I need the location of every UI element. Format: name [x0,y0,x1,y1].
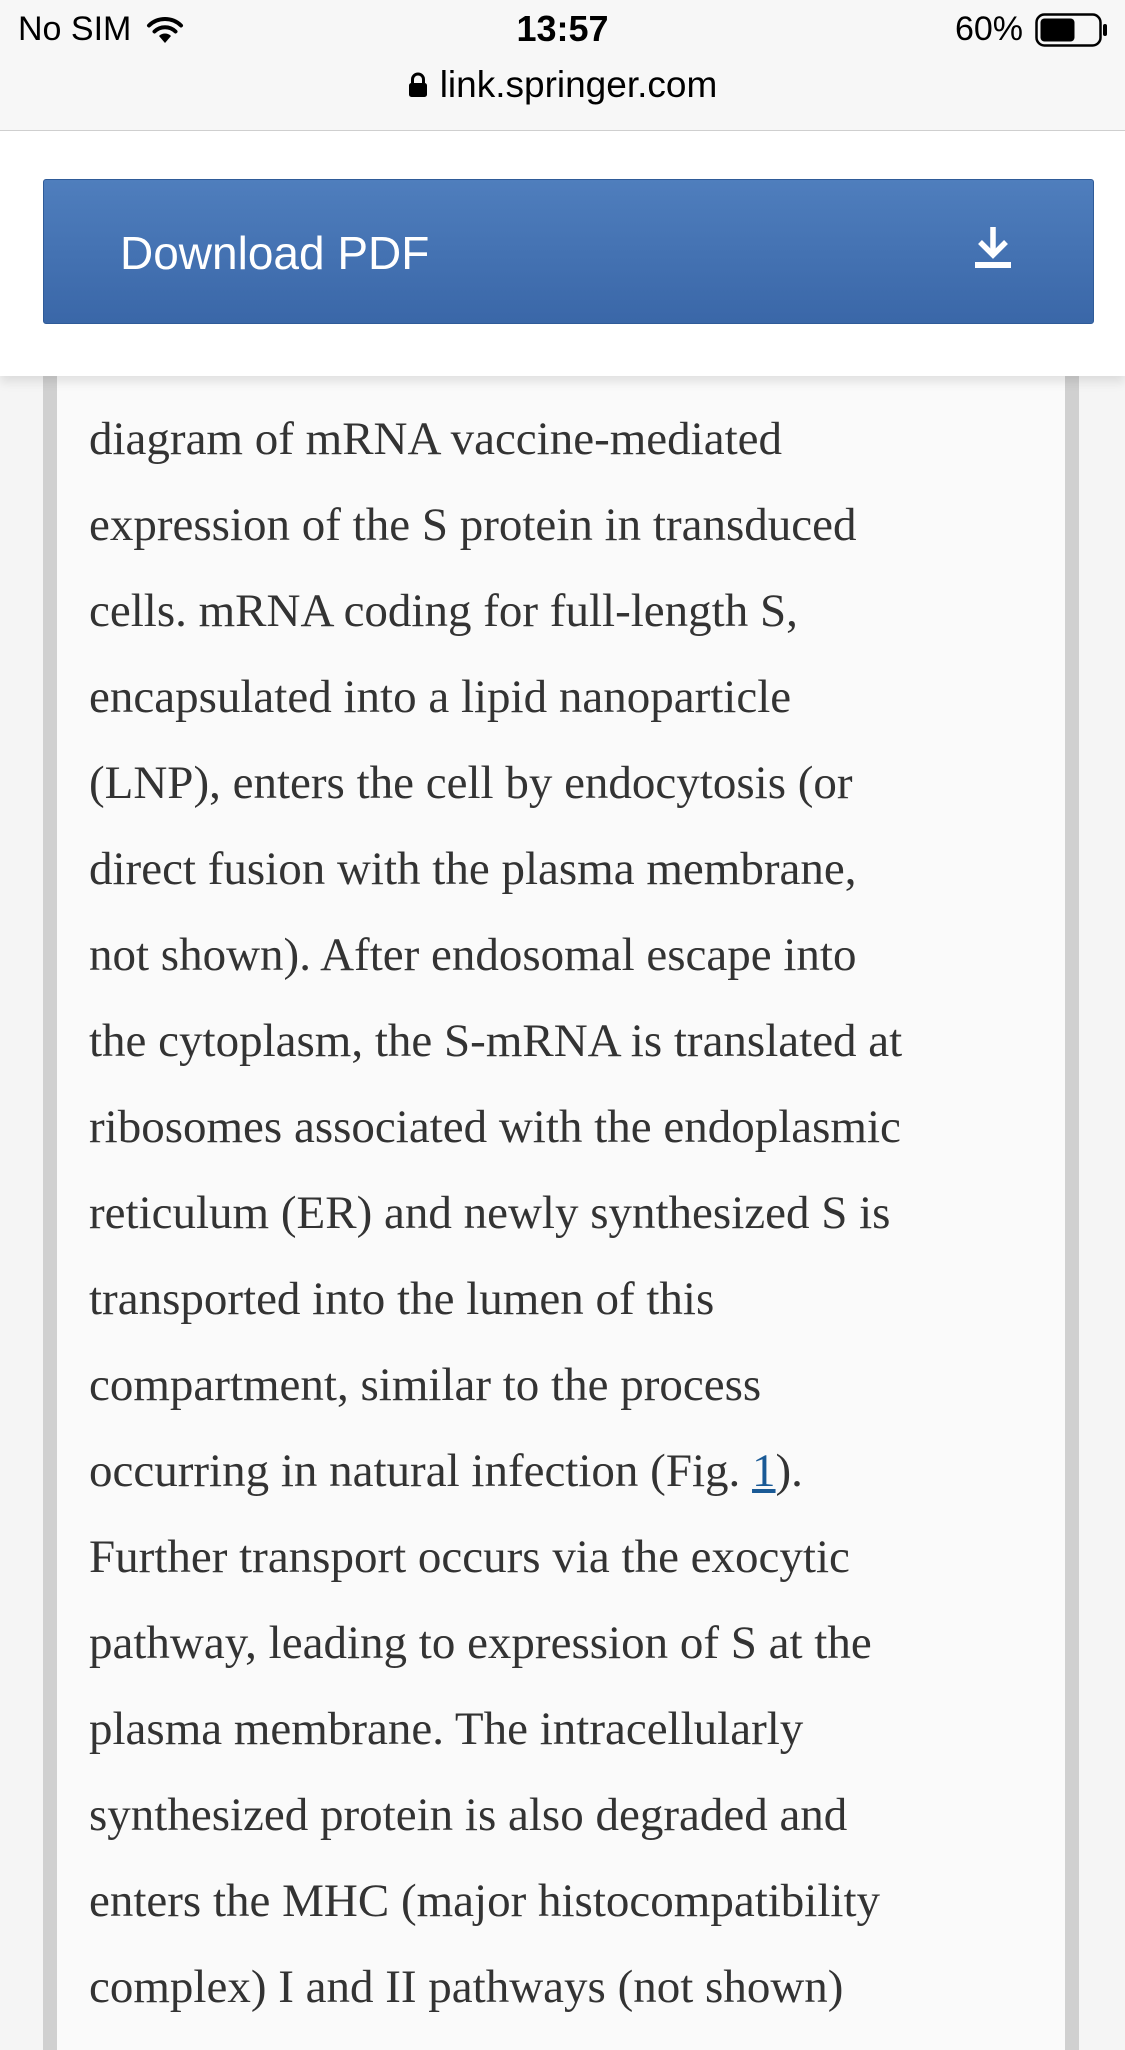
caption-line: transported into the lumen of this [89,1273,715,1325]
caption-line: pathway, leading to expression of S at the [89,1617,872,1669]
caption-line: enters the MHC (major histocompatibility [89,1875,881,1927]
caption-line: plasma membrane. The intracellularly [89,1703,804,1755]
caption-line: (LNP), enters the cell by endocytosis (or [89,757,853,809]
battery-percentage: 60% [954,10,1023,48]
figure-caption-box [43,300,1079,2050]
caption-line: synthesized protein is also degraded and [89,1789,848,1841]
clock: 13:57 [516,8,609,49]
caption-line: reticulum (ER) and newly synthesized S is [89,1187,891,1239]
caption-line-text: occurring in natural infection (Fig. [89,1445,753,1497]
caption-after-link: ). [775,1445,803,1497]
battery-group [955,10,1109,49]
caption-line: the cytoplasm, the S-mRNA is translated at [89,1015,903,1067]
figure-1-link[interactable]: 1 [752,1445,776,1497]
caption-line: compartment, similar to the process [89,1359,762,1411]
caption-line: complex) I and II pathways (not shown) [89,1961,844,2013]
download-pdf-label: Download PDF [120,227,430,279]
caption-line-with-link [89,1428,1079,1514]
caption-line: direct fusion with the plasma membrane, [89,843,857,895]
caption-line: Further transport occurs via the exocytic [89,1531,850,1583]
url-bar[interactable] [0,60,1125,110]
caption-line: expression of the S protein in transduced [89,499,857,551]
url-text[interactable]: link.springer.com [439,64,718,105]
download-icon [973,224,1013,270]
carrier-label: No SIM [18,10,132,48]
lock-icon [408,72,428,98]
caption-line: ribosomes associated with the endoplasmic [89,1101,901,1153]
browser-top-bar [0,0,1125,131]
caption-line: not shown). After endosomal escape into [89,929,857,981]
status-bar [0,0,1125,62]
caption-line: cells. mRNA coding for full-length S, [89,585,798,637]
battery-icon [1035,13,1109,47]
figure-caption-text [89,396,1079,2030]
download-pdf-button[interactable] [43,179,1094,324]
download-banner [0,131,1125,376]
caption-line: encapsulated into a lipid nanoparticle [89,671,792,723]
caption-line: diagram of mRNA vaccine-mediated [89,413,782,465]
